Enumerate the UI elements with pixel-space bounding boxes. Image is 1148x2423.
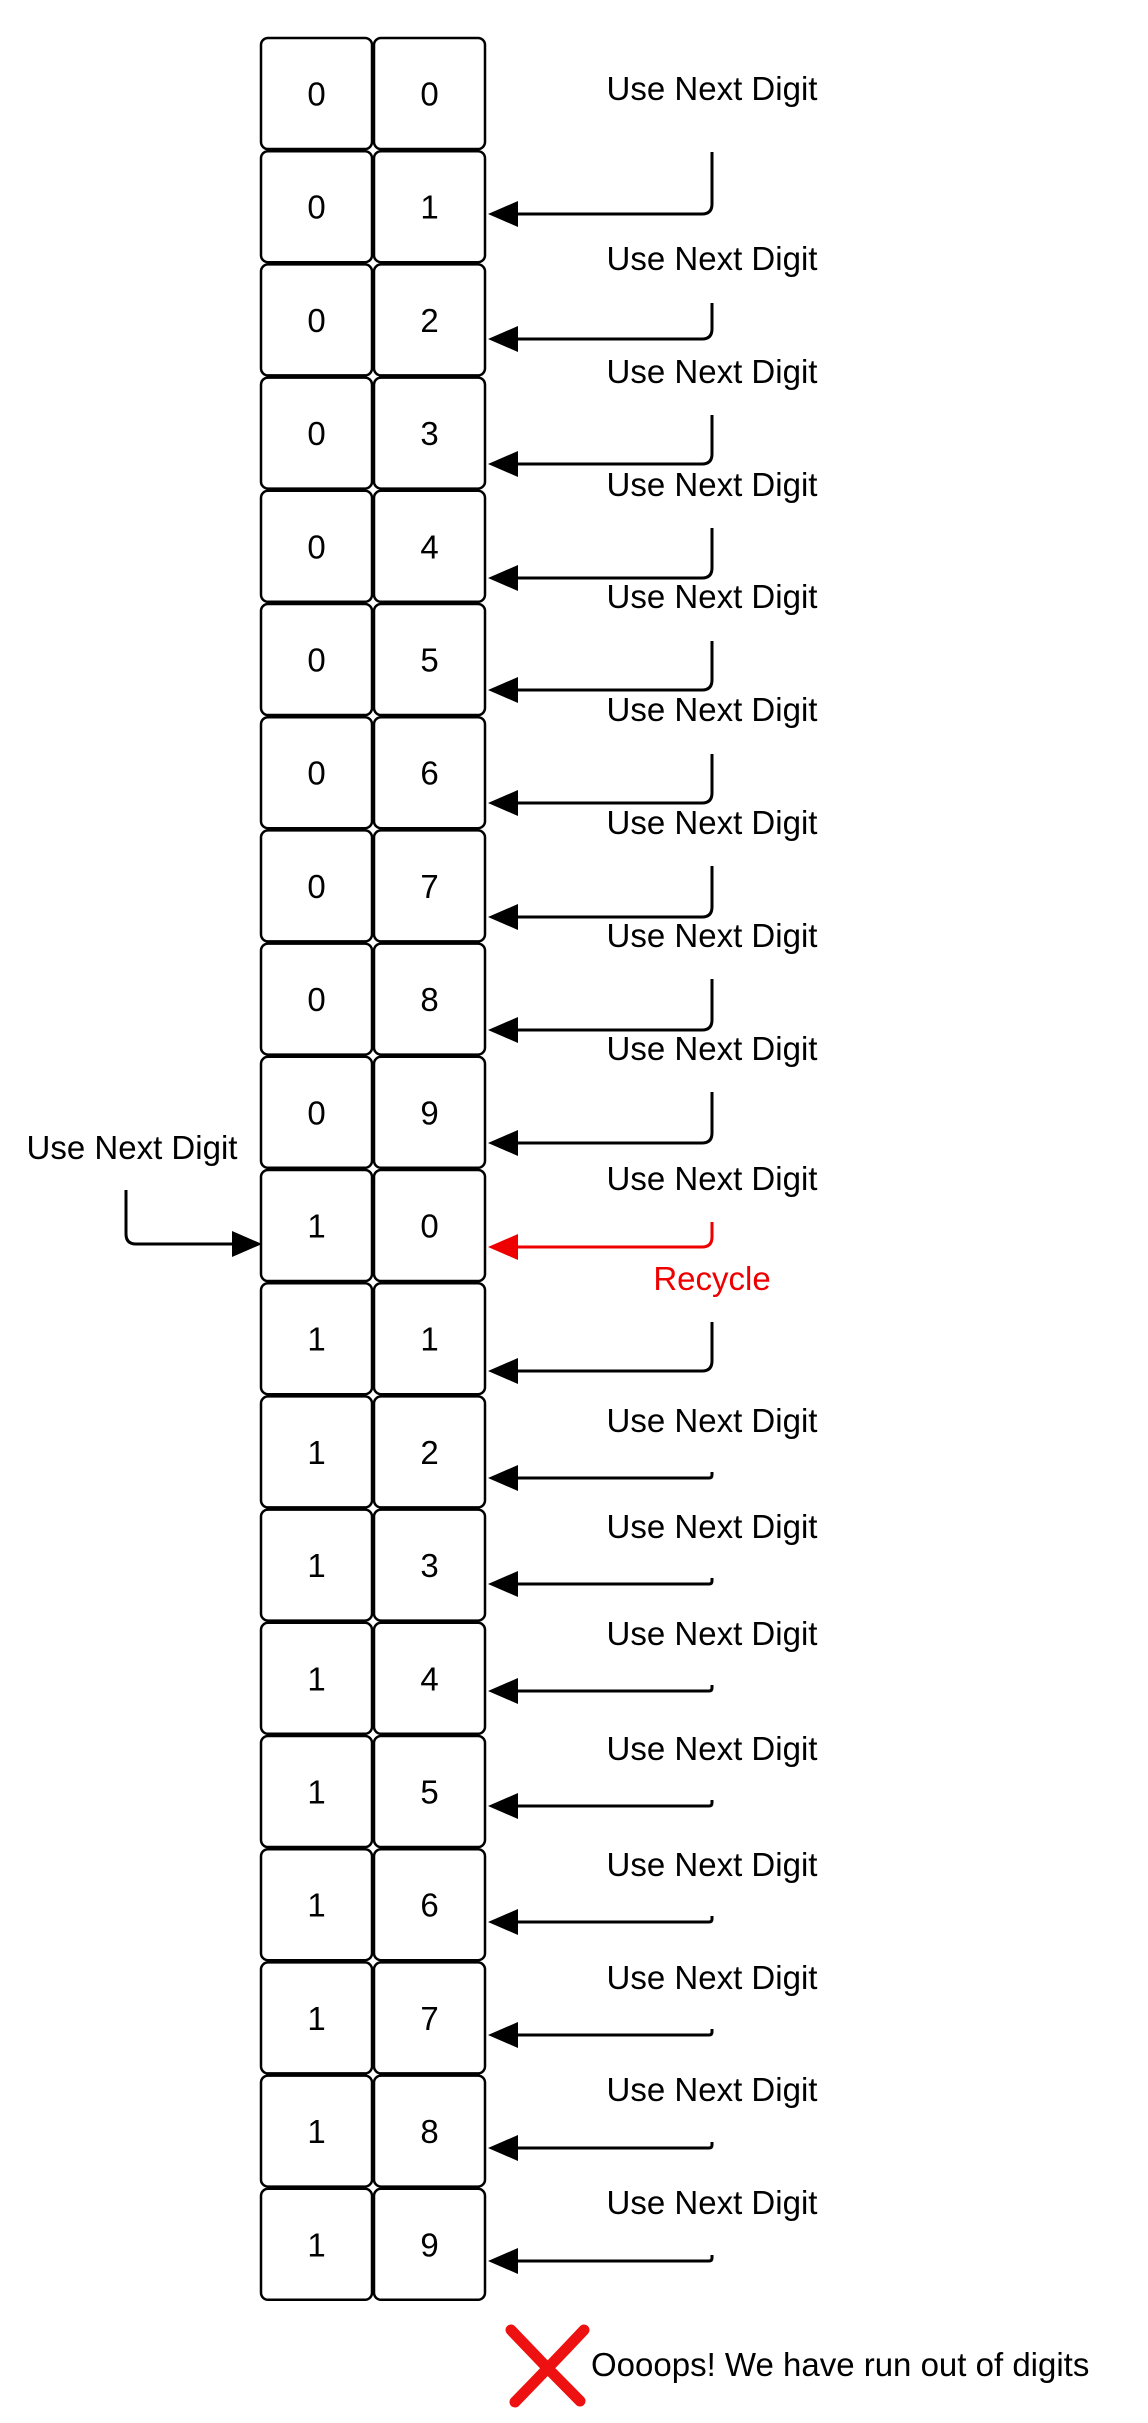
digit-cell-tens [261, 1962, 372, 2073]
digit-ones-value: 6 [420, 754, 439, 792]
digit-ones-value: 8 [420, 981, 439, 1019]
digit-cell-ones [374, 1736, 485, 1847]
arrow-connector-line [514, 2142, 712, 2148]
arrow-connector-line [514, 1578, 712, 1584]
use-next-digit-label: Use Next Digit [606, 1846, 818, 1883]
digit-tens-value: 1 [307, 1660, 326, 1698]
digit-cell-tens [261, 1057, 372, 1168]
arrow-connector-line [514, 1916, 712, 1922]
use-next-digit-label: Use Next Digit [606, 804, 818, 841]
digit-cell-tens [261, 151, 372, 262]
digit-cell-ones [374, 38, 485, 149]
digit-ones-value: 7 [420, 1999, 439, 2037]
use-next-digit-label: Use Next Digit [606, 1030, 818, 1067]
left-carry-connector [126, 1190, 236, 1244]
arrowhead [488, 1234, 518, 1260]
arrow-connector-line [514, 1800, 712, 1806]
use-next-digit-label: Use Next Digit [606, 2071, 818, 2108]
digit-ones-value: 9 [420, 2226, 439, 2264]
digit-ones-value: 4 [420, 1660, 439, 1698]
arrow-connector-line [514, 979, 712, 1030]
next-digit-arrow [488, 2135, 712, 2161]
digit-cell-ones [374, 944, 485, 1055]
arrowhead [488, 1358, 518, 1384]
arrowhead [488, 2248, 518, 2274]
digit-tens-value: 0 [307, 528, 326, 566]
use-next-digit-label: Use Next Digit [606, 353, 818, 390]
digit-cell-tens [261, 604, 372, 715]
arrowhead [488, 565, 518, 591]
arrowhead [488, 1793, 518, 1819]
digit-cell-tens [261, 264, 372, 375]
next-digit-arrow [488, 1092, 712, 1156]
use-next-digit-label: Use Next Digit [606, 1730, 818, 1767]
digit-ones-value: 4 [420, 528, 439, 566]
digit-ones-value: 2 [420, 301, 439, 339]
arrowhead [488, 451, 518, 477]
next-digit-arrow [488, 1465, 712, 1491]
use-next-digit-label: Use Next Digit [606, 2184, 818, 2221]
digit-cell-tens [261, 1736, 372, 1847]
digit-cell-tens [261, 830, 372, 941]
next-digit-arrow [488, 1322, 712, 1384]
use-next-digit-label: Use Next Digit [606, 578, 818, 615]
digit-tens-value: 0 [307, 415, 326, 453]
digit-cell-ones [374, 1283, 485, 1394]
arrowhead [488, 904, 518, 930]
recycle-arrow [488, 1222, 712, 1260]
digit-cell-ones [374, 717, 485, 828]
digit-tens-value: 0 [307, 641, 326, 679]
recycle-label: Recycle [653, 1260, 771, 1297]
arrow-connector-line [514, 1222, 712, 1247]
digit-cell-ones [374, 1962, 485, 2073]
arrow-connector-line [514, 2029, 712, 2035]
digit-cell-ones [374, 1170, 485, 1281]
next-digit-arrow [488, 1793, 712, 1819]
arrowhead [488, 1130, 518, 1156]
digit-cell-ones [374, 2076, 485, 2187]
digit-ones-value: 3 [420, 415, 439, 453]
digit-cell-ones [374, 264, 485, 375]
arrow-connector-line [514, 152, 712, 214]
next-digit-arrow [488, 152, 712, 227]
arrow-connector-line [514, 415, 712, 464]
arrowhead [488, 1571, 518, 1597]
digit-tens-value: 0 [307, 301, 326, 339]
digit-cell-ones [374, 151, 485, 262]
next-digit-arrow [488, 1571, 712, 1597]
use-next-digit-label: Use Next Digit [606, 240, 818, 277]
arrow-connector-line [514, 1472, 712, 1478]
digit-cell-tens [261, 2189, 372, 2300]
digit-cell-ones [374, 1057, 485, 1168]
arrow-connector-line [514, 1092, 712, 1143]
digit-ones-value: 9 [420, 1094, 439, 1132]
digit-cell-ones [374, 1396, 485, 1507]
digit-tens-value: 1 [307, 1773, 326, 1811]
digit-cell-tens [261, 2076, 372, 2187]
digit-cell-ones [374, 2189, 485, 2300]
digit-cells [261, 38, 485, 2300]
digit-tens-value: 1 [307, 1547, 326, 1585]
digit-cell-tens [261, 1396, 372, 1507]
error-message: Oooops! We have run out of digits [591, 2346, 1090, 2383]
digit-cell-tens [261, 491, 372, 602]
left-carry-arrowhead [232, 1231, 262, 1257]
arrowhead [488, 1465, 518, 1491]
digit-tens-value: 0 [307, 75, 326, 113]
digit-cell-tens [261, 378, 372, 489]
digit-tens-value: 1 [307, 1207, 326, 1245]
digit-cell-ones [374, 1623, 485, 1734]
arrowhead [488, 1909, 518, 1935]
use-next-digit-label: Use Next Digit [606, 691, 818, 728]
arrowhead [488, 2135, 518, 2161]
arrowhead [488, 201, 518, 227]
use-next-digit-label: Use Next Digit [606, 1402, 818, 1439]
digit-cell-tens [261, 1623, 372, 1734]
use-next-digit-label: Use Next Digit [606, 466, 818, 503]
use-next-digit-label: Use Next Digit [606, 1160, 818, 1197]
digit-tens-value: 0 [307, 867, 326, 905]
digit-tens-value: 1 [307, 1999, 326, 2037]
arrowhead [488, 790, 518, 816]
digit-tens-value: 1 [307, 1886, 326, 1924]
digit-ones-value: 5 [420, 641, 439, 679]
digit-cell-tens [261, 1283, 372, 1394]
next-digit-arrow [488, 1678, 712, 1704]
digit-cell-ones [374, 604, 485, 715]
digit-tens-value: 1 [307, 2226, 326, 2264]
digit-cell-ones [374, 1849, 485, 1960]
digit-ones-value: 0 [420, 75, 439, 113]
digit-tens-value: 1 [307, 1320, 326, 1358]
arrow-connector-line [514, 2255, 712, 2261]
next-digit-arrow [488, 1909, 712, 1935]
digit-ones-value: 1 [420, 188, 439, 226]
digit-cell-tens [261, 38, 372, 149]
digit-cell-tens [261, 944, 372, 1055]
use-next-digit-label: Use Next Digit [606, 917, 818, 954]
arrow-connector-line [514, 754, 712, 803]
left-carry-group [27, 1129, 262, 1257]
use-next-digit-label: Use Next Digit [606, 1959, 818, 1996]
digit-tens-value: 0 [307, 1094, 326, 1132]
digit-cell-tens [261, 1510, 372, 1621]
digit-cell-tens [261, 1849, 372, 1960]
digit-cell-ones [374, 1510, 485, 1621]
digit-cell-ones [374, 378, 485, 489]
digit-cell-tens [261, 1170, 372, 1281]
digit-tens-value: 0 [307, 754, 326, 792]
arrow-connector-line [514, 866, 712, 917]
arrowhead [488, 2022, 518, 2048]
arrow-connector-line [514, 528, 712, 578]
arrow-connector-line [514, 303, 712, 339]
digit-ones-value: 3 [420, 1547, 439, 1585]
digit-ones-value: 1 [420, 1320, 439, 1358]
digit-ones-value: 6 [420, 1886, 439, 1924]
digit-ones-value: 5 [420, 1773, 439, 1811]
use-next-digit-label: Use Next Digit [606, 1615, 818, 1652]
left-carry-label: Use Next Digit [26, 1129, 238, 1166]
use-next-digit-label: Use Next Digit [606, 1508, 818, 1545]
arrowhead [488, 677, 518, 703]
arrow-labels [607, 70, 818, 2221]
digit-cell-ones [374, 491, 485, 602]
arrowhead [488, 326, 518, 352]
x-mark-icon [511, 2330, 584, 2402]
error-footer [511, 2330, 1089, 2402]
arrow-connector-line [514, 1322, 712, 1371]
next-digit-arrow [488, 2022, 712, 2048]
digit-ones-value: 0 [420, 1207, 439, 1245]
digit-ones-value: 8 [420, 2113, 439, 2151]
digit-cell-ones [374, 830, 485, 941]
arrowhead [488, 1678, 518, 1704]
arrowhead [488, 1017, 518, 1043]
digit-tens-value: 0 [307, 188, 326, 226]
next-digit-arrow [488, 303, 712, 352]
digit-ones-value: 2 [420, 1433, 439, 1471]
arrow-connector-line [514, 641, 712, 690]
digit-tens-value: 1 [307, 1433, 326, 1471]
digit-ones-value: 7 [420, 867, 439, 905]
digit-cell-tens [261, 717, 372, 828]
next-digit-arrow [488, 2248, 712, 2274]
use-next-digit-label: Use Next Digit [606, 70, 818, 107]
digit-tens-value: 1 [307, 2113, 326, 2151]
arrow-connector-line [514, 1685, 712, 1691]
digit-tens-value: 0 [307, 981, 326, 1019]
